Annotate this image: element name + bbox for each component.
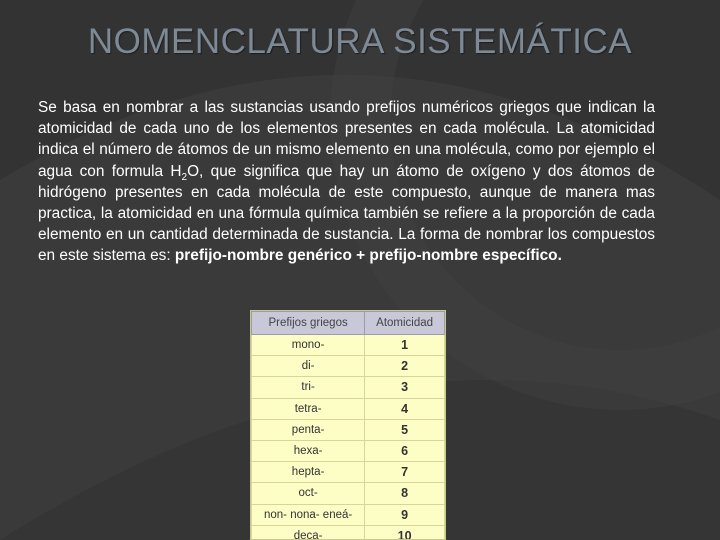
atomicity-cell: 7 [365, 462, 445, 483]
prefix-cell: penta- [252, 419, 365, 440]
atomicity-cell: 5 [365, 419, 445, 440]
prefix-cell: tri- [252, 377, 365, 398]
prefix-table-image [250, 310, 446, 540]
atomicity-cell: 6 [365, 440, 445, 461]
table-row [252, 377, 445, 398]
atomicity-cell: 1 [365, 335, 445, 356]
table-row [252, 440, 445, 461]
prefix-cell: mono- [252, 335, 365, 356]
table-header-row [252, 312, 445, 335]
table-row [252, 504, 445, 525]
header-prefijos: Prefijos griegos [252, 312, 365, 335]
prefix-cell: hexa- [252, 440, 365, 461]
header-atomicidad: Atomicidad [365, 312, 445, 335]
table-row [252, 398, 445, 419]
table-row [252, 419, 445, 440]
prefix-cell: oct- [252, 483, 365, 504]
prefix-cell: hepta- [252, 462, 365, 483]
table-row [252, 483, 445, 504]
slide-paragraph [38, 97, 655, 267]
atomicity-cell: 9 [365, 504, 445, 525]
paragraph-part-1: Se basa en nombrar a las sustancias usando prefijos numéricos griegos que indican la atomicidad de cada uno de los elementos presentes en cada molécula. La atomicidad indica el número de átomos de un mismo elemento en una molécula, como por ejemplo el agua con formula H [38, 99, 655, 180]
table-row [252, 356, 445, 377]
prefix-cell: deca- [252, 525, 365, 540]
atomicity-cell: 8 [365, 483, 445, 504]
table-row [252, 525, 445, 540]
paragraph-bold-formula: prefijo-nombre genérico + prefijo-nombre específico. [174, 247, 562, 265]
paragraph-part-2: O, que significa que hay un átomo de oxígeno y dos átomos de hidrógeno presentes en cada molécula de este compuesto, aunque de manera mas practica, la atomicidad en una fórmula química también se refiere a la proporción de cada elemento en un cantidad determinada de sustancia. La forma de nombrar los compuestos en este sistema es: [38, 162, 655, 265]
atomicity-cell: 4 [365, 398, 445, 419]
prefix-cell: non- nona- eneá- [252, 504, 365, 525]
atomicity-cell: 10 [365, 525, 445, 540]
prefix-cell: tetra- [252, 398, 365, 419]
table-row [252, 462, 445, 483]
prefix-table [251, 311, 445, 540]
prefix-cell: di- [252, 356, 365, 377]
atomicity-cell: 2 [365, 356, 445, 377]
slide-title: NOMENCLATURA SISTEMÁTICA [87, 22, 633, 61]
atomicity-cell: 3 [365, 377, 445, 398]
table-row [252, 335, 445, 356]
formula-subscript: 2 [181, 171, 188, 183]
